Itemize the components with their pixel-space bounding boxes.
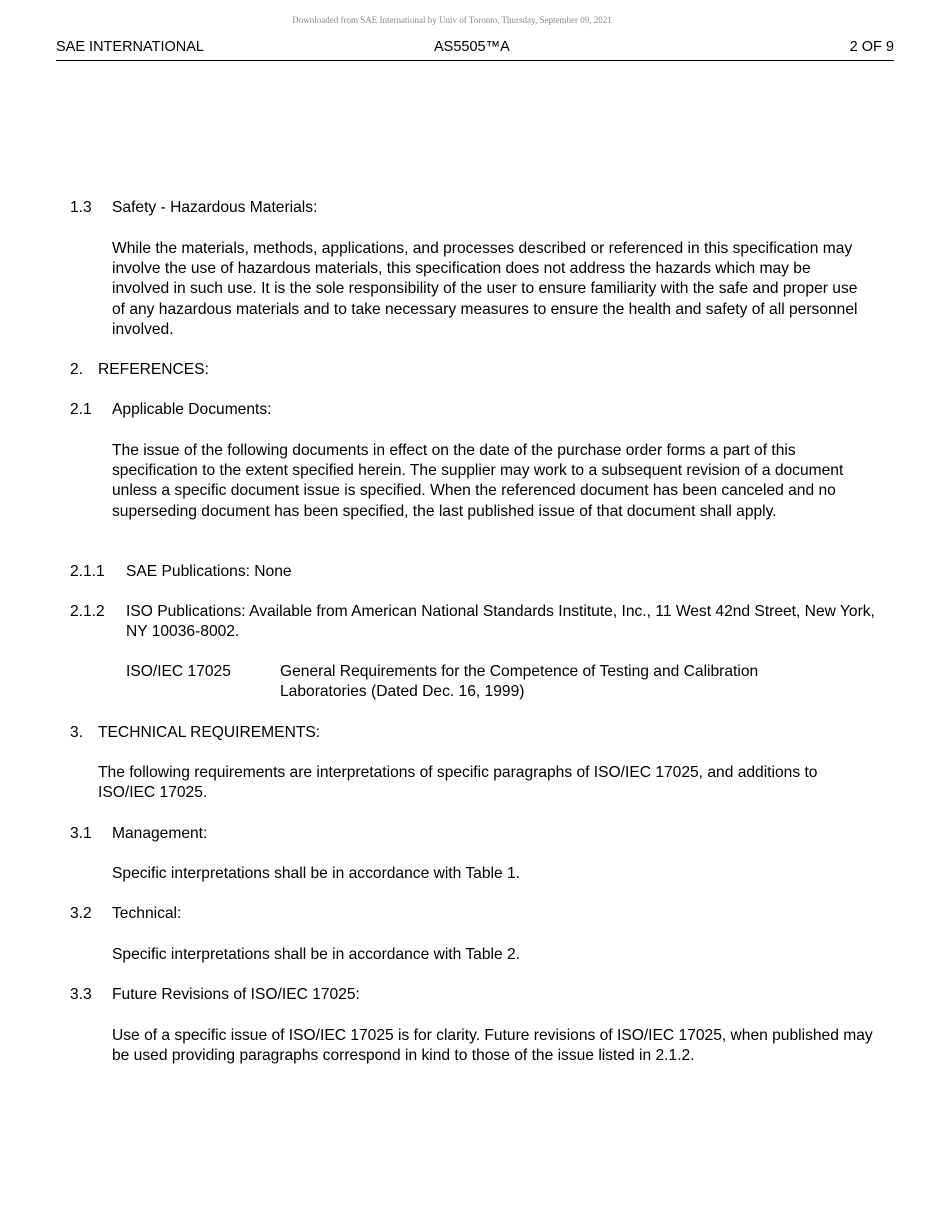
header-page-number: 2 OF 9 — [849, 39, 894, 55]
section-number: 2.1 — [70, 401, 92, 418]
section-paragraph: The following requirements are interpretations of specific paragraphs of ISO/IEC 17025, and additions to ISO/IEC 17025. — [98, 764, 818, 802]
header-org: SAE INTERNATIONAL — [56, 39, 204, 55]
section-paragraph: While the materials, methods, applications, and processes described or referenced in this specification may involve the use of hazardous materials, this specification does not address the hazards which may be involved in such use. It is the sole responsibility of the user to ensure familiarity with the safe and proper use of any hazardous materials and to take necessary measures to ensure the health and safety of all personnel involved. — [112, 240, 858, 338]
section-heading: REFERENCES: — [98, 361, 209, 378]
download-watermark: Downloaded from SAE International by Univ of Toronto, Thursday, September 09, 2021 — [292, 15, 612, 25]
section-heading: SAE Publications: None — [126, 563, 292, 580]
section-number: 2.1.2 — [70, 603, 105, 620]
section-number: 2.1.1 — [70, 563, 105, 580]
section-number: 3.2 — [70, 905, 92, 922]
section-heading: Management: — [112, 825, 208, 842]
section-heading: Applicable Documents: — [112, 401, 272, 418]
section-heading: ISO Publications: Available from American National Standards Institute, Inc., 11 West 42nd Street, New York, NY 10036-8002. — [126, 603, 875, 641]
section-paragraph: Specific interpretations shall be in accordance with Table 2. — [112, 946, 520, 963]
section-number: 1.3 — [70, 199, 92, 216]
section-heading: Safety - Hazardous Materials: — [112, 199, 318, 216]
section-number: 3.1 — [70, 825, 92, 842]
section-heading: Future Revisions of ISO/IEC 17025: — [112, 986, 360, 1003]
section-number: 3.3 — [70, 986, 92, 1003]
reference-description: General Requirements for the Competence of Testing and Calibration Laboratories (Dated Dec. 16, 1999) — [280, 663, 759, 701]
section-number: 2. — [70, 361, 84, 378]
section-paragraph: The issue of the following documents in effect on the date of the purchase order forms a part of this specification to the extent specified herein. The supplier may work to a subsequent revision of a document unless a specific document issue is specified. When the referenced document has been canceled and no superseding document has been specified, the last published issue of that document shall apply. — [112, 442, 844, 520]
header-doc-id: AS5505™A — [434, 39, 510, 55]
section-paragraph: Use of a specific issue of ISO/IEC 17025 is for clarity. Future revisions of ISO/IEC 17025, when published may be used providing paragraphs correspond in kind to those of the issue listed in 2.1.2. — [112, 1027, 873, 1065]
page-header — [56, 38, 894, 61]
section-paragraph: Specific interpretations shall be in accordance with Table 1. — [112, 865, 520, 882]
section-heading: TECHNICAL REQUIREMENTS: — [98, 724, 321, 741]
section-number: 3. — [70, 724, 84, 741]
section-heading: Technical: — [112, 905, 182, 922]
reference-id: ISO/IEC 17025 — [126, 663, 231, 680]
